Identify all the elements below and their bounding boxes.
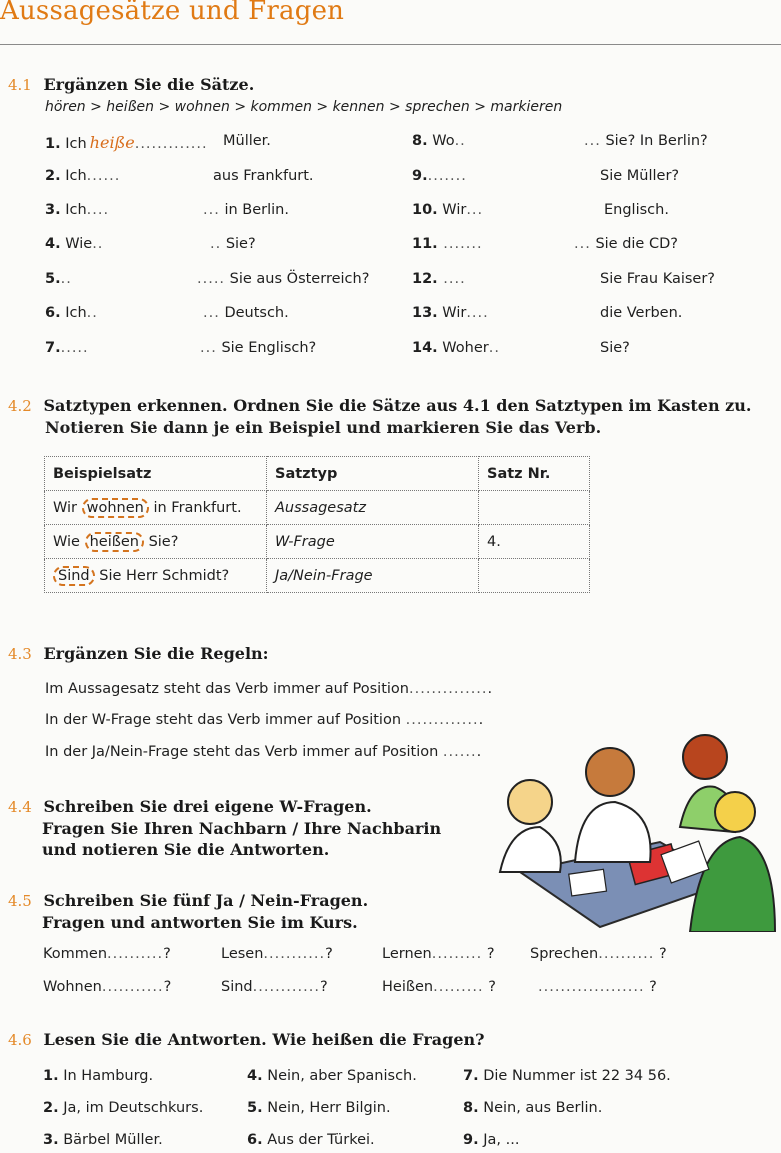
section-title: Schreiben Sie drei eigene W-Fragen. xyxy=(43,797,372,816)
answer-text: Die Nummer ist 22 34 56. xyxy=(483,1068,671,1084)
answer-item xyxy=(247,1100,391,1116)
item-number: 10. xyxy=(412,202,438,218)
item-suffix: Sie? In Berlin? xyxy=(605,133,708,149)
answer-item xyxy=(463,1068,671,1084)
rule-text: In der W-Frage steht das Verb immer auf Position xyxy=(45,712,402,728)
answer-item xyxy=(43,1132,163,1148)
number-cell[interactable] xyxy=(479,559,590,593)
example-cell xyxy=(45,525,267,559)
table-row xyxy=(45,525,590,559)
item-suffix: aus Frankfurt. xyxy=(213,168,314,184)
type-cell: Ja/Nein-Frage xyxy=(267,559,479,593)
item-number: 7. xyxy=(463,1068,479,1084)
section-title-line: Fragen Sie Ihren Nachbarn / Ihre Nachbarin xyxy=(42,819,442,838)
rule-text: In der Ja/Nein-Frage steht das Verb immer auf Position xyxy=(45,744,439,760)
prompt-word: Sind............? xyxy=(221,979,328,995)
section-4-3-heading xyxy=(8,644,269,663)
table-header-row xyxy=(45,457,590,491)
item-suffix: Sie die CD? xyxy=(595,236,678,252)
item-number: 3. xyxy=(43,1132,59,1148)
prompt-word: Wohnen...........? xyxy=(43,979,172,995)
example-text: in Frankfurt. xyxy=(153,499,242,516)
title-divider xyxy=(0,44,781,45)
section-number: 4.1 xyxy=(8,76,32,94)
verb-circled: Sind xyxy=(53,566,95,586)
prompt-text: Sprechen xyxy=(530,946,599,962)
answer-text: Ja, ... xyxy=(483,1132,520,1148)
item-suffix: Deutsch. xyxy=(224,305,289,321)
prompt-word: Lernen......... ? xyxy=(382,946,495,962)
column-header: Satz Nr. xyxy=(479,457,590,491)
section-number: 4.3 xyxy=(8,645,32,663)
exercise-row: 2. Ich...... aus Frankfurt. xyxy=(45,168,314,184)
item-number: 7. xyxy=(45,340,61,356)
verb-circled: heißen xyxy=(85,532,144,552)
section-title: Satztypen erkennen. Ordnen Sie die Sätze aus 4.1 den Satztypen im Kasten zu. xyxy=(43,396,752,415)
item-number: 2. xyxy=(43,1100,59,1116)
answer-item xyxy=(43,1100,203,1116)
item-number: 5. xyxy=(247,1100,263,1116)
answer-item xyxy=(247,1132,375,1148)
sentence-type-table xyxy=(44,456,590,593)
type-cell: W-Frage xyxy=(267,525,479,559)
section-4-5-heading xyxy=(8,890,368,934)
item-suffix: Sie Müller? xyxy=(600,168,680,184)
item-number: 2. xyxy=(45,168,61,184)
exercise-row: 7...... ... Sie Englisch? xyxy=(45,340,317,356)
exercise-row: 6. Ich.. ... Deutsch. xyxy=(45,305,289,321)
prompt-word: Lesen...........? xyxy=(221,946,333,962)
rule-line: In der Ja/Nein-Frage steht das Verb immer auf Position ....... xyxy=(45,744,482,760)
table-row xyxy=(45,559,590,593)
item-number: 6. xyxy=(45,305,61,321)
example-text: Wir xyxy=(53,499,78,516)
item-suffix: Sie Englisch? xyxy=(221,340,317,356)
item-number: 14. xyxy=(412,340,438,356)
verb-circled: wohnen xyxy=(82,498,149,518)
example-cell xyxy=(45,491,267,525)
section-4-2-subheading: Notieren Sie dann je ein Beispiel und markieren Sie das Verb. xyxy=(45,418,602,437)
item-number: 13. xyxy=(412,305,438,321)
exercise-row: 11. ....... ... Sie die CD? xyxy=(412,236,678,252)
exercise-row: 12. .... Sie Frau Kaiser? xyxy=(412,271,715,287)
example-text: Sie? xyxy=(148,533,179,550)
item-number: 5. xyxy=(45,271,61,287)
item-number: 3. xyxy=(45,202,61,218)
handwritten-answer[interactable]: heiße xyxy=(89,133,135,152)
column-header: Satztyp xyxy=(267,457,479,491)
column-header: Beispielsatz xyxy=(45,457,267,491)
item-prefix: Ich xyxy=(65,136,87,152)
example-cell xyxy=(45,559,267,593)
answer-text: Nein, aus Berlin. xyxy=(483,1100,603,1116)
prompt-text: Lernen xyxy=(382,946,432,962)
rule-line: In der W-Frage steht das Verb immer auf Position .............. xyxy=(45,712,484,728)
number-cell[interactable]: 4. xyxy=(479,525,590,559)
item-number: 6. xyxy=(247,1132,263,1148)
number-cell[interactable] xyxy=(479,491,590,525)
answer-text: Bärbel Müller. xyxy=(63,1132,163,1148)
exercise-row: 14. Woher.. Sie? xyxy=(412,340,630,356)
item-number: 9. xyxy=(412,168,428,184)
example-text: Sie Herr Schmidt? xyxy=(99,567,230,584)
exercise-row: 10. Wir... Englisch. xyxy=(412,202,669,218)
word-list: hören > heißen > wohnen > kommen > kennen > sprechen > markieren xyxy=(45,99,563,115)
item-suffix: Sie? xyxy=(225,236,256,252)
answer-item xyxy=(247,1068,417,1084)
example-text: Wie xyxy=(53,533,80,550)
prompt-word: Kommen..........? xyxy=(43,946,171,962)
prompt-text: Sind xyxy=(221,979,253,995)
section-title: Ergänzen Sie die Sätze. xyxy=(43,75,255,94)
section-number: 4.2 xyxy=(8,397,32,415)
section-title-line: und notieren Sie die Antworten. xyxy=(42,840,330,859)
item-prefix: Wir xyxy=(442,305,467,321)
section-number: 4.4 xyxy=(8,798,32,816)
prompt-word: ................... ? xyxy=(538,979,657,995)
item-number: 4. xyxy=(247,1068,263,1084)
item-number: 11. xyxy=(412,236,438,252)
answer-item xyxy=(463,1100,602,1116)
prompt-text: Wohnen xyxy=(43,979,102,995)
classroom-illustration xyxy=(490,732,780,932)
table-row xyxy=(45,491,590,525)
answer-text: Aus der Türkei. xyxy=(267,1132,375,1148)
item-suffix: Sie? xyxy=(600,340,630,356)
item-prefix: Ich xyxy=(65,202,87,218)
item-prefix: Wo xyxy=(432,133,455,149)
exercise-row: 1. Ich heiße............. Müller. xyxy=(45,133,271,152)
item-prefix: Wie xyxy=(65,236,93,252)
section-4-1-heading xyxy=(8,75,254,94)
section-4-4-heading xyxy=(8,796,441,860)
exercise-row: 4. Wie.. .. Sie? xyxy=(45,236,256,252)
exercise-row: 3. Ich.... ... in Berlin. xyxy=(45,202,289,218)
prompt-text: Kommen xyxy=(43,946,108,962)
item-number: 1. xyxy=(43,1068,59,1084)
item-suffix: Englisch. xyxy=(604,202,669,218)
prompt-word: Sprechen.......... ? xyxy=(530,946,667,962)
type-cell: Aussagesatz xyxy=(267,491,479,525)
item-suffix: die Verben. xyxy=(600,305,683,321)
exercise-row: 5... ..... Sie aus Österreich? xyxy=(45,271,370,287)
section-number: 4.6 xyxy=(8,1031,32,1049)
answer-text: Ja, im Deutschkurs. xyxy=(63,1100,204,1116)
answer-item xyxy=(463,1132,519,1148)
section-number: 4.5 xyxy=(8,892,32,910)
item-prefix: Ich xyxy=(65,168,87,184)
section-4-2-heading xyxy=(8,396,778,415)
answer-text: Nein, Herr Bilgin. xyxy=(267,1100,391,1116)
section-4-6-heading xyxy=(8,1030,485,1049)
item-suffix: Sie Frau Kaiser? xyxy=(600,271,715,287)
item-suffix: Müller. xyxy=(223,133,271,149)
prompt-word: Heißen......... ? xyxy=(382,979,496,995)
item-number: 1. xyxy=(45,136,61,152)
item-number: 4. xyxy=(45,236,61,252)
item-prefix: Woher xyxy=(442,340,489,356)
exercise-row: 13. Wir.... die Verben. xyxy=(412,305,683,321)
section-title: Schreiben Sie fünf Ja / Nein-Fragen. xyxy=(43,891,369,910)
item-number: 12. xyxy=(412,271,438,287)
rule-text: Im Aussagesatz steht das Verb immer auf Position xyxy=(45,681,409,697)
exercise-row: 8. Wo.. ... Sie? In Berlin? xyxy=(412,133,708,149)
rule-line: Im Aussagesatz steht das Verb immer auf Position............... xyxy=(45,681,493,697)
item-number: 9. xyxy=(463,1132,479,1148)
page-title: Aussagesätze und Fragen xyxy=(0,0,345,26)
prompt-text: Lesen xyxy=(221,946,264,962)
section-title-line: Fragen und antworten Sie im Kurs. xyxy=(42,913,358,932)
answer-text: Nein, aber Spanisch. xyxy=(267,1068,417,1084)
item-suffix: Sie aus Österreich? xyxy=(229,271,370,287)
section-title: Lesen Sie die Antworten. Wie heißen die Fragen? xyxy=(43,1030,485,1049)
item-suffix: in Berlin. xyxy=(224,202,289,218)
section-title: Ergänzen Sie die Regeln: xyxy=(43,644,269,663)
exercise-row: 9........ Sie Müller? xyxy=(412,168,680,184)
item-number: 8. xyxy=(463,1100,479,1116)
prompt-text: Heißen xyxy=(382,979,434,995)
answer-item xyxy=(43,1068,153,1084)
item-number: 8. xyxy=(412,133,428,149)
item-prefix: Wir xyxy=(442,202,467,218)
answer-text: In Hamburg. xyxy=(63,1068,154,1084)
item-prefix: Ich xyxy=(65,305,87,321)
